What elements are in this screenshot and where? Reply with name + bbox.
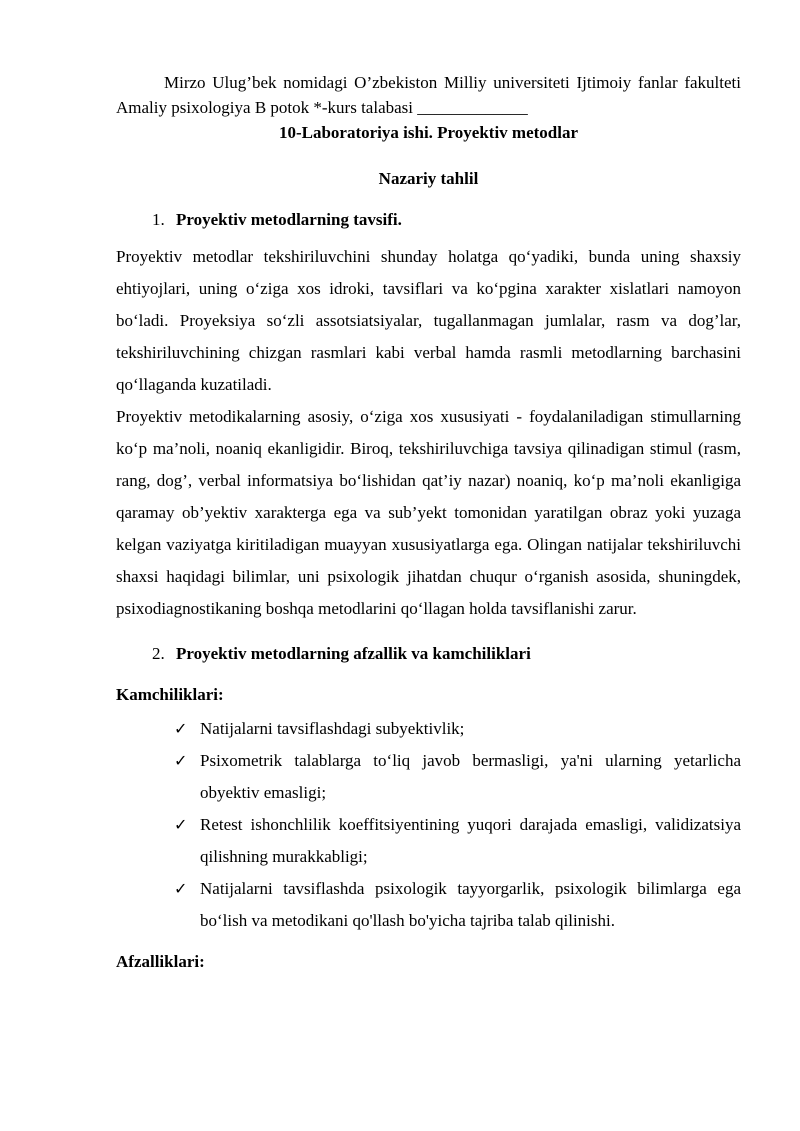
item1-body bbox=[116, 241, 741, 625]
item1-title: Proyektiv metodlarning tavsifi. bbox=[176, 210, 402, 229]
item1-paragraph-2: Proyektiv metodikalarning asosiy, o‘ziga xos xususiyati - foydalaniladigan stimullarning ko‘p ma’noli, noaniq ekanligidir. Biroq, tekshiriluvchiga tavsiya qilinadigan stimul (rasm, rang, dog’, verbal informatsiya bo‘lishidan qat’iy nazar) noaniq, ko‘p ma’noli ekanligiga qaramay ob’yektiv xarakterga ega va sub’yekt tomonidan yaratilgan obraz yoki yuzaga kelgan vaziyatga kiritiladigan muayyan xususiyatlarga ega. Olingan natijalar tekshiriluvchi shaxsi haqidagi bilimlar, uni psixologik jihatdan chuqur o‘rganish asosida, shuningdek, psixodiagnostikaning boshqa metodlarini qo‘llagan holda tavsiflanishi zarur. bbox=[116, 407, 741, 618]
item1-heading bbox=[152, 207, 741, 232]
item2-title: Proyektiv metodlarning afzallik va kamchiliklari bbox=[176, 644, 531, 663]
list-item-text: Natijalarni tavsiflashdagi subyektivlik; bbox=[200, 719, 465, 738]
check-icon: ✓ bbox=[174, 751, 188, 770]
disadvantages-list bbox=[116, 713, 741, 937]
list-item-text: Natijalarni tavsiflashda psixologik tayyorgarlik, psixologik bilimlarga ega bo‘lish va metodikani qo'llash bo'yicha tajriba talab qilinishi. bbox=[200, 879, 741, 930]
list-item-text: Retest ishonchlilik koeffitsiyentining yuqori darajada emasligi, validizatsiya qilishning murakkabligi; bbox=[200, 815, 741, 866]
lab-title: 10-Laboratoriya ishi. Proyektiv metodlar bbox=[278, 123, 579, 142]
list-item-text: Psixometrik talablarga to‘liq javob bermasligi, ya'ni ularning yetarlicha obyektiv emasligi; bbox=[200, 751, 741, 802]
item2-number: 2. bbox=[152, 644, 165, 663]
list-item bbox=[174, 873, 741, 937]
header-intro: Mirzo Ulug’bek nomidagi O’zbekiston Milliy universiteti Ijtimoiy fanlar fakulteti Amaliy psixologiya B potok *-kurs talabasi _____________ bbox=[116, 73, 741, 117]
list-item bbox=[174, 809, 741, 873]
list-item bbox=[174, 713, 741, 745]
list-item bbox=[174, 745, 741, 809]
item1-paragraph-1: Proyektiv metodlar tekshiriluvchini shunday holatga qo‘yadiki, bunda uning shaxsiy ehtiyojlari, uning o‘ziga xos idroki, tavsiflari va ko‘pgina xarakter xislatlari namoyon bo‘ladi. Proyeksiya so‘zli assotsiatsiyalar, tugallanmagan jumlalar, rasm va dog’lar, tekshiriluvchining chizgan rasmlari kabi verbal hamda rasmli metodlarning barchasini qo‘llaganda kuzatiladi. bbox=[116, 247, 741, 394]
check-icon: ✓ bbox=[174, 879, 188, 898]
check-icon: ✓ bbox=[174, 815, 188, 834]
check-icon: ✓ bbox=[174, 719, 188, 738]
document-page bbox=[116, 70, 741, 974]
advantages-heading: Afzalliklari: bbox=[116, 952, 205, 971]
section-title: Nazariy tahlil bbox=[378, 169, 479, 188]
item1-number: 1. bbox=[152, 210, 165, 229]
item2-heading bbox=[152, 641, 741, 666]
disadvantages-heading: Kamchiliklari: bbox=[116, 685, 224, 704]
